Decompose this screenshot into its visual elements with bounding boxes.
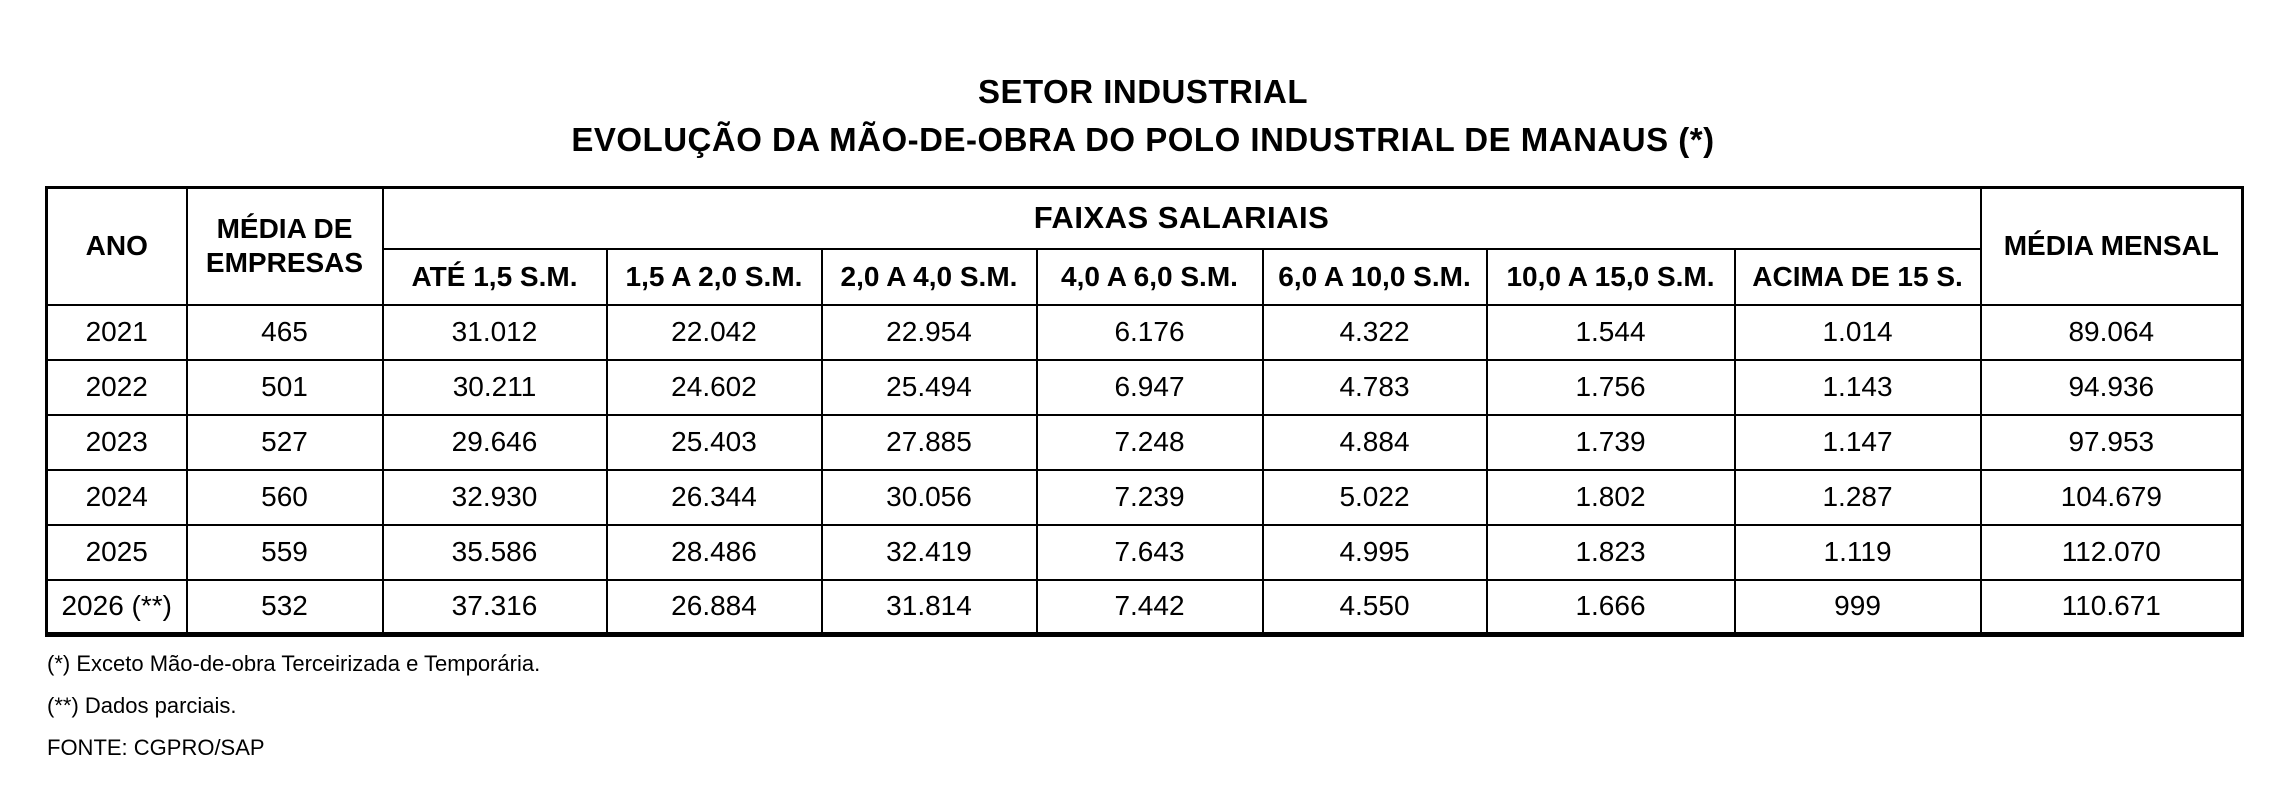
salary-evolution-table <box>45 186 2244 637</box>
faixa-cell: 4.322 <box>1263 305 1487 360</box>
ano-cell: 2022 <box>47 360 187 415</box>
ano-cell: 2021 <box>47 305 187 360</box>
page-title: SETOR INDUSTRIAL <box>977 73 1309 110</box>
faixa-cell: 1.756 <box>1487 360 1735 415</box>
media-mensal-cell: 97.953 <box>1981 415 2243 470</box>
faixa-cell: 1.544 <box>1487 305 1735 360</box>
footnote-double-asterisk: (**) Dados parciais. <box>47 693 237 718</box>
ano-cell: 2024 <box>47 470 187 525</box>
empresas-cell: 465 <box>187 305 383 360</box>
faixa-cell: 25.403 <box>607 415 822 470</box>
media-mensal-cell: 89.064 <box>1981 305 2243 360</box>
col-header-media-mensal: MÉDIA MENSAL <box>1981 188 2243 305</box>
faixa-cell: 26.884 <box>607 580 822 635</box>
ano-cell: 2023 <box>47 415 187 470</box>
media-mensal-cell: 112.070 <box>1981 525 2243 580</box>
title-block <box>45 68 2241 164</box>
col-header-ate-1-5-sm: ATÉ 1,5 S.M. <box>383 249 607 305</box>
col-header-2-0-a-4-0-sm: 2,0 A 4,0 S.M. <box>822 249 1037 305</box>
empresas-cell: 559 <box>187 525 383 580</box>
faixa-cell: 24.602 <box>607 360 822 415</box>
faixa-cell: 27.885 <box>822 415 1037 470</box>
col-header-media-empresas: MÉDIA DE EMPRESAS <box>187 188 383 305</box>
faixa-cell: 1.739 <box>1487 415 1735 470</box>
faixa-cell: 4.884 <box>1263 415 1487 470</box>
faixa-cell: 7.643 <box>1037 525 1263 580</box>
faixa-cell: 1.287 <box>1735 470 1981 525</box>
faixa-cell: 4.995 <box>1263 525 1487 580</box>
table-row-2022 <box>47 360 2243 415</box>
faixa-cell: 22.042 <box>607 305 822 360</box>
col-header-6-0-a-10-0-sm: 6,0 A 10,0 S.M. <box>1263 249 1487 305</box>
faixa-cell: 31.012 <box>383 305 607 360</box>
footnote-asterisk: (*) Exceto Mão-de-obra Terceirizada e Temporária. <box>47 651 541 676</box>
faixa-cell: 1.147 <box>1735 415 1981 470</box>
ano-cell: 2025 <box>47 525 187 580</box>
col-header-10-0-a-15-0-sm: 10,0 A 15,0 S.M. <box>1487 249 1735 305</box>
faixa-cell: 22.954 <box>822 305 1037 360</box>
faixa-cell: 7.442 <box>1037 580 1263 635</box>
empresas-cell: 501 <box>187 360 383 415</box>
faixa-cell: 1.666 <box>1487 580 1735 635</box>
footnote-source: FONTE: CGPRO/SAP <box>47 735 265 760</box>
media-mensal-cell: 94.936 <box>1981 360 2243 415</box>
faixa-cell: 30.056 <box>822 470 1037 525</box>
table-row-2023 <box>47 415 2243 470</box>
faixa-cell: 4.550 <box>1263 580 1487 635</box>
faixa-cell: 1.823 <box>1487 525 1735 580</box>
table-row-2026 <box>47 580 2243 635</box>
table-row-2021 <box>47 305 2243 360</box>
faixa-cell: 32.930 <box>383 470 607 525</box>
faixa-cell: 1.802 <box>1487 470 1735 525</box>
col-header-1-5-a-2-0-sm: 1,5 A 2,0 S.M. <box>607 249 822 305</box>
ano-cell: 2026 (**) <box>47 580 187 635</box>
faixa-cell: 6.176 <box>1037 305 1263 360</box>
col-header-4-0-a-6-0-sm: 4,0 A 6,0 S.M. <box>1037 249 1263 305</box>
empresas-cell: 560 <box>187 470 383 525</box>
col-header-acima-de-15-s: ACIMA DE 15 S. <box>1735 249 1981 305</box>
faixa-cell: 31.814 <box>822 580 1037 635</box>
faixa-cell: 5.022 <box>1263 470 1487 525</box>
faixa-cell: 29.646 <box>383 415 607 470</box>
faixa-cell: 25.494 <box>822 360 1037 415</box>
col-header-ano: ANO <box>47 188 187 305</box>
media-mensal-cell: 104.679 <box>1981 470 2243 525</box>
empresas-cell: 527 <box>187 415 383 470</box>
footnotes-block <box>47 653 2278 759</box>
faixa-cell: 7.239 <box>1037 470 1263 525</box>
faixa-cell: 35.586 <box>383 525 607 580</box>
media-mensal-cell: 110.671 <box>1981 580 2243 635</box>
faixa-cell: 32.419 <box>822 525 1037 580</box>
faixa-cell: 999 <box>1735 580 1981 635</box>
faixa-cell: 28.486 <box>607 525 822 580</box>
faixa-cell: 6.947 <box>1037 360 1263 415</box>
faixa-cell: 1.143 <box>1735 360 1981 415</box>
faixa-cell: 7.248 <box>1037 415 1263 470</box>
faixa-cell: 1.014 <box>1735 305 1981 360</box>
faixa-cell: 4.783 <box>1263 360 1487 415</box>
page-subtitle: EVOLUÇÃO DA MÃO-DE-OBRA DO POLO INDUSTRIAL DE MANAUS (*) <box>571 121 1715 158</box>
faixa-cell: 30.211 <box>383 360 607 415</box>
header-row-top <box>47 188 2243 249</box>
empresas-cell: 532 <box>187 580 383 635</box>
faixa-cell: 37.316 <box>383 580 607 635</box>
faixa-cell: 26.344 <box>607 470 822 525</box>
table-row-2024 <box>47 470 2243 525</box>
faixa-cell: 1.119 <box>1735 525 1981 580</box>
col-header-faixas-salariais: FAIXAS SALARIAIS <box>383 188 1981 249</box>
table-row-2025 <box>47 525 2243 580</box>
